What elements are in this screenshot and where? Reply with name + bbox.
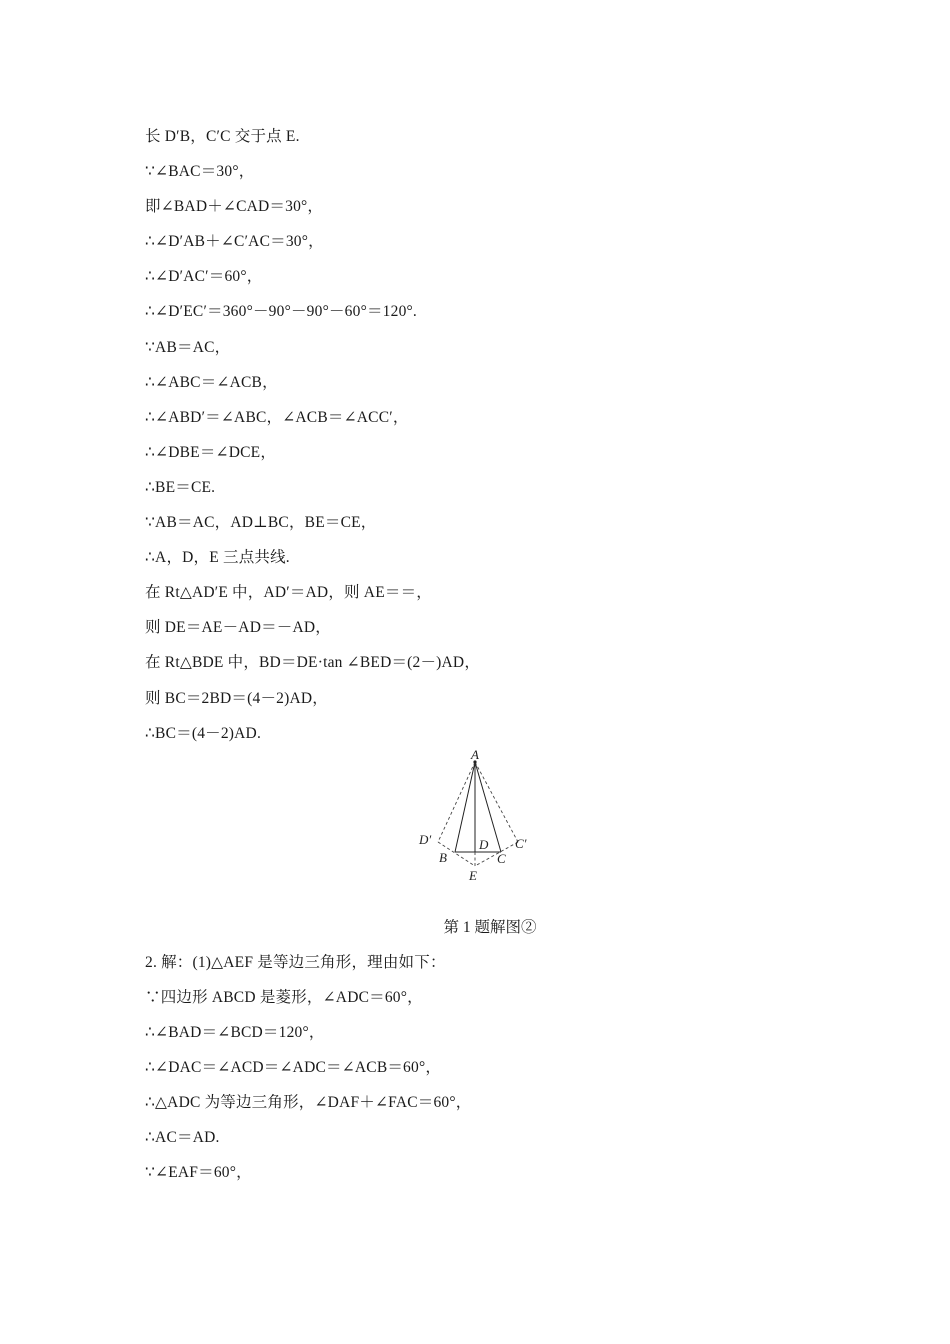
text-line: ∴A，D，E 三点共线. — [145, 549, 290, 566]
label-D-prime: D′ — [419, 832, 432, 847]
text-line: 在 Rt△BDE 中，BD＝DE·tan ∠BED＝(2－)AD， — [145, 654, 481, 671]
text-line: ∵AB＝AC，AD⊥BC，BE＝CE， — [145, 514, 377, 531]
label-B: B — [439, 850, 447, 865]
text-line: ∴AC＝AD. — [145, 1129, 220, 1146]
text-line: ∴∠BAD＝∠BCD＝120°， — [145, 1024, 325, 1041]
label-A: A — [471, 748, 479, 762]
text-line: ∵AB＝AC， — [145, 339, 231, 356]
text-line: ∴∠ABC＝∠ACB， — [145, 374, 278, 391]
label-C: C — [497, 851, 506, 866]
text-line: 则 BC＝2BD＝(4－2)AD， — [145, 690, 328, 707]
text-line: ∴∠D′AB＋∠C′AC＝30°， — [145, 233, 324, 250]
text-line: ∴BE＝CE. — [145, 479, 216, 496]
text-line: ∵四边形 ABCD 是菱形，∠ADC＝60°， — [145, 989, 423, 1006]
triangle-diagram — [405, 748, 545, 888]
text-line: 2. 解：(1)△AEF 是等边三角形，理由如下： — [145, 954, 446, 971]
text-line: ∴∠D′EC′＝360°－90°－90°－60°＝120°. — [145, 303, 417, 320]
label-D: D — [479, 837, 489, 852]
text-line: ∴∠ABD′＝∠ABC，∠ACB＝∠ACC′， — [145, 409, 409, 426]
text-line: ∴BC＝(4－2)AD. — [145, 725, 262, 742]
text-line: 则 DE＝AE－AD＝－AD， — [145, 619, 331, 636]
text-line: ∴∠DAC＝∠ACD＝∠ADC＝∠ACB＝60°， — [145, 1059, 442, 1076]
text-line: 即∠BAD＋∠CAD＝30°， — [145, 198, 324, 215]
text-line: ∴∠D′AC′＝60°， — [145, 268, 263, 285]
text-line: 长 D′B，C′C 交于点 E. — [145, 128, 300, 145]
text-line: ∴△ADC 为等边三角形，∠DAF＋∠FAC＝60°， — [145, 1094, 472, 1111]
figure-caption: 第 1 题解图② — [443, 919, 537, 936]
text-line: ∵∠BAC＝30°， — [145, 163, 255, 180]
label-C-prime: C′ — [515, 836, 527, 851]
text-line: ∵∠EAF＝60°， — [145, 1164, 252, 1181]
text-line: ∴∠DBE＝∠DCE， — [145, 444, 277, 461]
label-E: E — [469, 868, 477, 883]
text-line: 在 Rt△AD′E 中，AD′＝AD，则 AE＝＝， — [145, 584, 432, 601]
geometry-figure — [405, 748, 545, 888]
